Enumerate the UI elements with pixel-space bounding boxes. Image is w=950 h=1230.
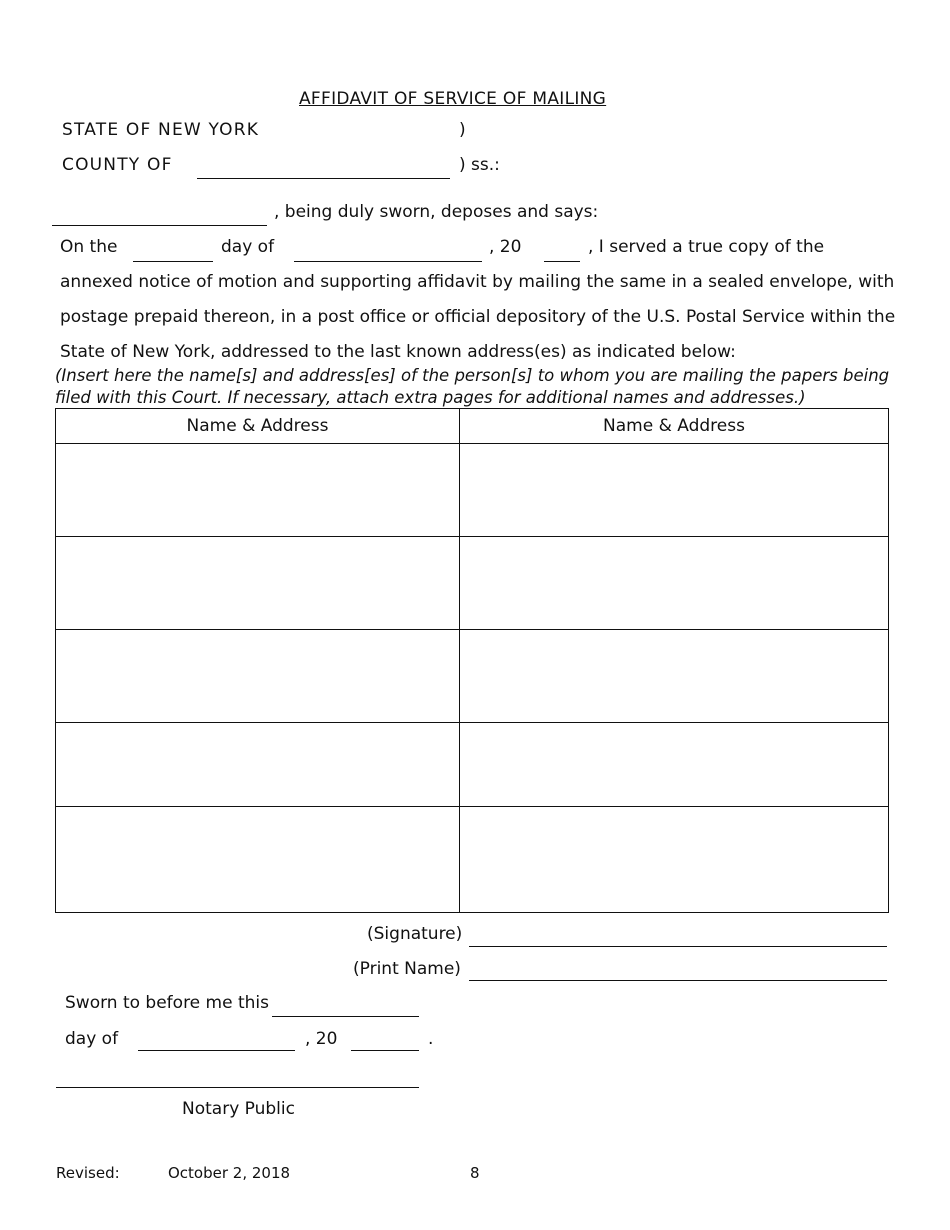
on-the-label: On the: [60, 237, 118, 257]
address-cell[interactable]: [56, 807, 460, 913]
deponent-name-field[interactable]: [52, 225, 267, 226]
sworn-day-field[interactable]: [272, 1016, 419, 1017]
deponent-text: , being duly sworn, deposes and says:: [274, 202, 599, 222]
address-table: [55, 408, 889, 913]
table-header-row: [56, 409, 889, 444]
county-field[interactable]: [197, 178, 450, 179]
address-cell[interactable]: [56, 723, 460, 807]
service-year-field[interactable]: [544, 261, 580, 262]
address-cell[interactable]: [56, 444, 460, 537]
state-label: STATE OF NEW YORK: [62, 120, 260, 140]
body-line: annexed notice of motion and supporting affidavit by mailing the same in a sealed envelope, with: [60, 272, 895, 292]
page-title: AFFIDAVIT OF SERVICE OF MAILING: [299, 89, 607, 109]
service-month-field[interactable]: [294, 261, 482, 262]
table-row: [56, 537, 889, 630]
address-cell[interactable]: [460, 723, 889, 807]
print-name-field[interactable]: [469, 980, 887, 981]
table-row: [56, 807, 889, 913]
column-header: Name & Address: [460, 409, 889, 444]
instruction-line: (Insert here the name[s] and address[es] of the person[s] to whom you are mailing the papers being: [55, 366, 890, 385]
address-cell[interactable]: [56, 537, 460, 630]
sworn-year-field[interactable]: [351, 1050, 419, 1051]
sworn-year-prefix: , 20: [305, 1029, 338, 1049]
sworn-month-field[interactable]: [138, 1050, 295, 1051]
column-header: Name & Address: [56, 409, 460, 444]
body-line: State of New York, addressed to the last known address(es) as indicated below:: [60, 342, 736, 362]
page-number: 8: [470, 1164, 480, 1182]
sworn-day-of-label: day of: [65, 1029, 119, 1049]
table-row: [56, 630, 889, 723]
service-day-field[interactable]: [133, 261, 213, 262]
body-line: postage prepaid thereon, in a post office or official depository of the U.S. Postal Service within the: [60, 307, 896, 327]
county-label: COUNTY OF: [62, 155, 173, 175]
venue-paren: ): [459, 120, 466, 140]
address-cell[interactable]: [460, 630, 889, 723]
served-text: , I served a true copy of the: [588, 237, 825, 257]
address-cell[interactable]: [460, 807, 889, 913]
revised-date: October 2, 2018: [168, 1164, 291, 1182]
signature-field[interactable]: [469, 946, 887, 947]
table-row: [56, 723, 889, 807]
notary-label: Notary Public: [182, 1099, 295, 1119]
table-row: [56, 444, 889, 537]
instruction-line: filed with this Court. If necessary, attach extra pages for additional names and addresses.): [55, 388, 806, 407]
sworn-text: Sworn to before me this: [65, 993, 269, 1013]
sworn-period: .: [428, 1029, 434, 1049]
year-prefix: , 20: [489, 237, 522, 257]
notary-signature-field[interactable]: [56, 1087, 419, 1088]
signature-label: (Signature): [367, 924, 463, 944]
revised-label: Revised:: [56, 1164, 120, 1182]
address-cell[interactable]: [460, 444, 889, 537]
ss-label: ) ss.:: [459, 155, 500, 175]
day-of-label: day of: [221, 237, 275, 257]
print-name-label: (Print Name): [353, 959, 461, 979]
address-cell[interactable]: [56, 630, 460, 723]
address-cell[interactable]: [460, 537, 889, 630]
